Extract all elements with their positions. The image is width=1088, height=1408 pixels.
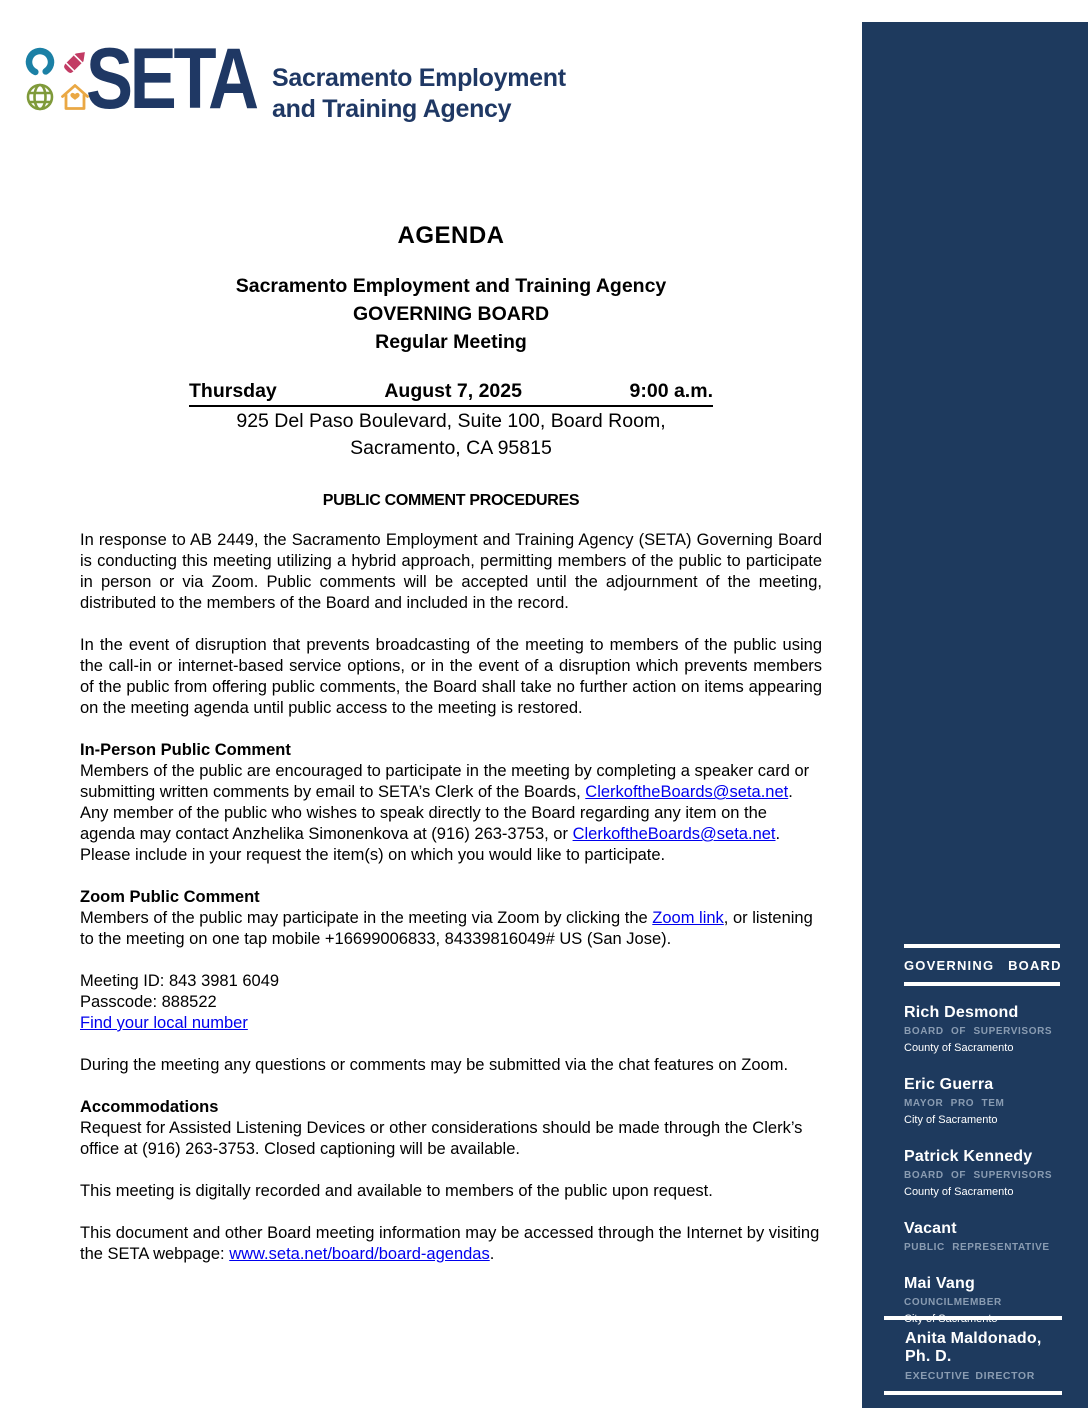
- member-name: Mai Vang: [904, 1275, 975, 1292]
- find-local-number-link[interactable]: Find your local number: [80, 1014, 248, 1032]
- address-line2: Sacramento, CA 95815: [350, 437, 552, 459]
- meeting-time: 9:00 a.m.: [629, 380, 713, 402]
- text-run: . Any member of the public who wishes to speak directly to the Board regarding any item on the agenda may contact Anzhelika Simonenkova at (916) 263-3753, or: [80, 783, 793, 843]
- member-org: County of Sacramento: [904, 1186, 1014, 1198]
- member-name: Patrick Kennedy: [904, 1148, 1033, 1165]
- meeting-day: Thursday: [189, 380, 277, 402]
- seta-logo-icons: [24, 46, 91, 113]
- member-name: Vacant: [904, 1220, 957, 1237]
- board-member: [904, 1003, 1062, 1055]
- accommodations-paragraph: Request for Assisted Listening Devices or other considerations should be made through the Clerk’s office at (916) 263-3753. Closed captioning will be available.: [80, 1119, 803, 1158]
- in-person-heading: In-Person Public Comment: [80, 741, 291, 759]
- governing-board-sidebar: [862, 22, 1088, 1408]
- zoom-paragraph: [80, 908, 822, 950]
- disruption-paragraph: In the event of disruption that prevents broadcasting of the meeting to members of the public using the call-in or internet-based service options, or in the event of a disruption which prevents members of the public from offering public comments, the Board shall take no further action on items appearing on the meeting agenda until public access to the meeting is restored.: [80, 636, 822, 717]
- accommodations-heading: Accommodations: [80, 1098, 219, 1116]
- tagline-line1: Sacramento Employment: [272, 64, 566, 92]
- board-member: [904, 1219, 1062, 1254]
- seta-tagline: [272, 63, 566, 125]
- member-name: Eric Guerra: [904, 1076, 994, 1093]
- board-name: GOVERNING BOARD: [352, 303, 550, 325]
- tagline-line2: and Training Agency: [272, 95, 512, 123]
- in-person-paragraph: [80, 761, 822, 866]
- meeting-date-row: [189, 380, 713, 407]
- recorded-paragraph: This meeting is digitally recorded and available to members of the public upon request.: [80, 1182, 713, 1200]
- webpage-paragraph: [80, 1223, 822, 1265]
- text-run: .: [489, 1245, 495, 1263]
- text-run: . Please include in your request the item(s) on which you would like to participate.: [80, 825, 781, 864]
- board-agendas-link[interactable]: www.seta.net/board/board-agendas: [229, 1245, 490, 1263]
- seta-wordmark: SETA: [86, 31, 256, 127]
- executive-director-block: [884, 1316, 1062, 1395]
- member-name: Rich Desmond: [904, 1004, 1019, 1021]
- text-run: Members of the public may participate in the meeting via Zoom by clicking the: [80, 909, 653, 927]
- director-role: EXECUTIVE DIRECTOR: [905, 1370, 1035, 1382]
- sidebar-divider: [884, 1316, 1062, 1320]
- member-org: County of Sacramento: [904, 1042, 1014, 1054]
- member-role: MAYOR PRO TEM: [904, 1098, 1005, 1109]
- board-member: [904, 1147, 1062, 1199]
- meeting-id: Meeting ID: 843 3981 6049: [80, 972, 280, 990]
- passcode: Passcode: 888522: [80, 993, 217, 1011]
- member-role: COUNCILMEMBER: [904, 1297, 1002, 1308]
- meeting-date: August 7, 2025: [384, 380, 522, 402]
- agenda-body: [80, 490, 822, 1286]
- ring-icon: [24, 46, 56, 78]
- procedures-title: PUBLIC COMMENT PROCEDURES: [322, 492, 580, 509]
- text-run: , or listening to the meeting on one tap mobile +16699006833, 84339816049# US (San Jose).: [80, 909, 813, 948]
- text-run: Members of the public are encouraged to participate in the meeting by completing a speaker card or submitting written comments by email to SETA’s Clerk of the Boards,: [80, 762, 810, 801]
- clerk-email-link[interactable]: ClerkoftheBoards@seta.net: [585, 783, 789, 801]
- sidebar-divider: [904, 982, 1060, 986]
- member-role: PUBLIC REPRESENTATIVE: [904, 1242, 1050, 1253]
- text-run: This document and other Board meeting information may be accessed through the Internet by visiting the SETA webpage:: [80, 1224, 820, 1263]
- member-role: BOARD OF SUPERVISORS: [904, 1170, 1053, 1181]
- title-block: [80, 222, 822, 462]
- sidebar-title: GOVERNING BOARD: [904, 958, 1062, 973]
- org-name: Sacramento Employment and Training Agency: [235, 275, 667, 297]
- member-role: BOARD OF SUPERVISORS: [904, 1026, 1053, 1037]
- sidebar-divider: [904, 944, 1060, 948]
- address-line1: 925 Del Paso Boulevard, Suite 100, Board Room,: [236, 410, 666, 432]
- board-member-list: [904, 1003, 1062, 1326]
- zoom-heading: Zoom Public Comment: [80, 888, 260, 906]
- board-member: [904, 1075, 1062, 1127]
- meeting-type: Regular Meeting: [375, 331, 527, 353]
- sidebar-divider: [884, 1391, 1062, 1395]
- globe-icon: [24, 81, 56, 113]
- zoom-link[interactable]: Zoom link: [652, 909, 724, 927]
- member-org: City of Sacramento: [904, 1114, 998, 1126]
- hybrid-paragraph: In response to AB 2449, the Sacramento Employment and Training Agency (SETA) Governing Board is conducting this meeting utilizing a hybrid approach, permitting members of the public to participate in person or via Zoom. Public comments will be accepted until the adjournment of the meeting, distributed to the members of the Board and included in the record.: [80, 531, 822, 612]
- director-name: Anita Maldonado, Ph. D.: [905, 1330, 1042, 1365]
- chat-paragraph: During the meeting any questions or comments may be submitted via the chat features on Zoom.: [80, 1056, 789, 1074]
- page-title: AGENDA: [397, 222, 505, 249]
- clerk-email-link[interactable]: ClerkoftheBoards@seta.net: [572, 825, 776, 843]
